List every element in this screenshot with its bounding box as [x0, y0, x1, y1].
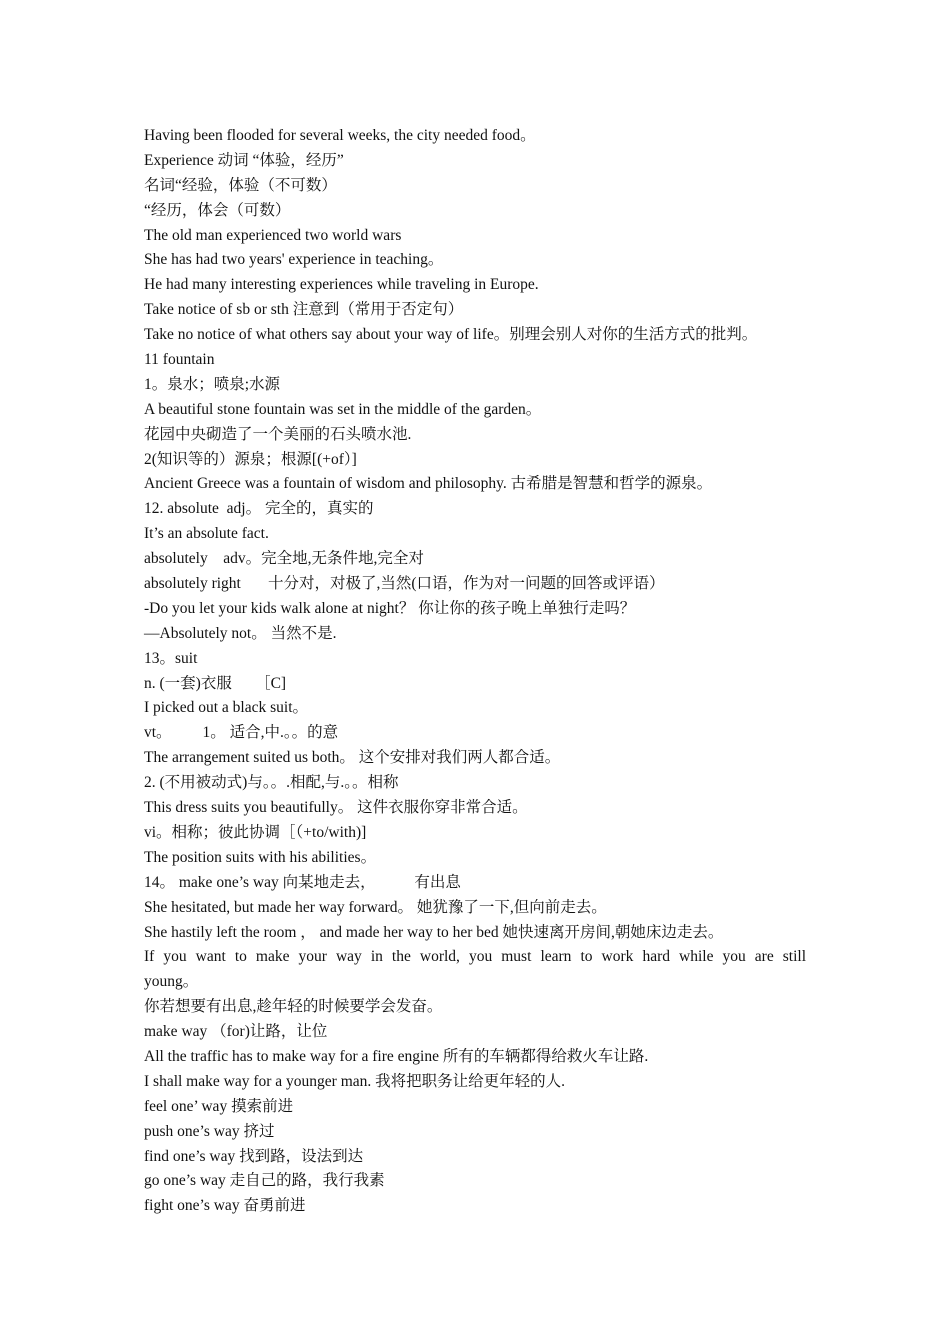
text-line: This dress suits you beautifully。 这件衣服你穿非常合适。	[144, 799, 528, 817]
text-line: 2. (不用被动式)与。。.相配,与.。。相称	[144, 774, 399, 792]
text-line: I shall make way for a younger man. 我将把职务让给更年轻的人.	[144, 1072, 566, 1090]
text-line: The position suits with his abilities。	[144, 848, 377, 866]
section-heading: 14。 make one’s way 向某地走去， 有出息	[144, 873, 461, 891]
text-line: 你若想要有出息,趁年轻的时候要学会发奋。	[144, 998, 443, 1016]
text-line: Ancient Greece was a fountain of wisdom and philosophy. 古希腊是智慧和哲学的源泉。	[144, 475, 713, 493]
text-line: feel one’ way 摸索前进	[144, 1097, 294, 1115]
text-line: He had many interesting experiences while traveling in Europe.	[144, 276, 539, 294]
text-line: 名词“经验，体验（不可数）	[144, 176, 337, 194]
text-line: go one’s way 走自己的路，我行我素	[144, 1172, 385, 1190]
text-line: “经历，体会（可数）	[144, 201, 291, 219]
text-line: vt。 1。 适合,中.。。的意	[144, 724, 339, 742]
section-heading: 11 fountain	[144, 351, 215, 369]
text-line: —Absolutely not。 当然不是.	[144, 624, 337, 642]
section-heading: 13。suit	[144, 649, 198, 667]
text-line: Having been flooded for several weeks, the city needed food。	[144, 127, 536, 144]
document-body	[144, 124, 806, 1219]
text-line: Experience 动词 “体验，经历”	[144, 151, 344, 169]
text-line: All the traffic has to make way for a fire engine 所有的车辆都得给救火车让路.	[144, 1047, 649, 1065]
text-line: I picked out a black suit。	[144, 699, 308, 717]
text-line: A beautiful stone fountain was set in the middle of the garden。	[144, 400, 542, 418]
section-heading: 12. absolute adj。 完全的，真实的	[144, 500, 374, 518]
text-line: absolutely adv。完全地,无条件地,完全对	[144, 550, 424, 568]
text-line: young。	[144, 973, 199, 991]
text-line: 1。泉水；喷泉;水源	[144, 375, 281, 393]
text-line: She hesitated, but made her way forward。 她犹豫了一下,但向前走去。	[144, 898, 607, 916]
text-line: make way （for)让路，让位	[144, 1023, 328, 1041]
text-line: n. (一套)衣服 ［C]	[144, 674, 287, 692]
text-line: fight one’s way 奋勇前进	[144, 1197, 306, 1215]
text-line: The old man experienced two world wars	[144, 226, 402, 244]
text-line: push one’s way 挤过	[144, 1122, 275, 1140]
text-line: Take no notice of what others say about your way of life。别理会别人对你的生活方式的批判。	[144, 326, 758, 344]
text-line: 2(知识等的）源泉；根源[(+of）]	[144, 450, 357, 468]
text-line: It’s an absolute fact.	[144, 525, 269, 543]
text-line: absolutely right 十分对，对极了,当然(口语，作为对一问题的回答或评语）	[144, 575, 665, 593]
text-line: The arrangement suited us both。 这个安排对我们两人都合适。	[144, 749, 561, 767]
text-line: vi。相称；彼此协调［（+to/with)]	[144, 823, 367, 841]
text-line: find one’s way 找到路，设法到达	[144, 1147, 364, 1165]
text-line: -Do you let your kids walk alone at night？ 你让你的孩子晚上单独行走吗？	[144, 599, 636, 617]
text-line: 花园中央砌造了一个美丽的石头喷水池.	[144, 425, 412, 443]
text-line: She has had two years' experience in teaching。	[144, 251, 444, 269]
text-line: If you want to make your way in the world, you must learn to work hard while you are still	[144, 948, 806, 966]
text-line: She hastily left the room ， and made her way to her bed 她快速离开房间,朝她床边走去。	[144, 923, 724, 941]
text-line: Take notice of sb or sth 注意到（常用于否定句）	[144, 301, 464, 319]
